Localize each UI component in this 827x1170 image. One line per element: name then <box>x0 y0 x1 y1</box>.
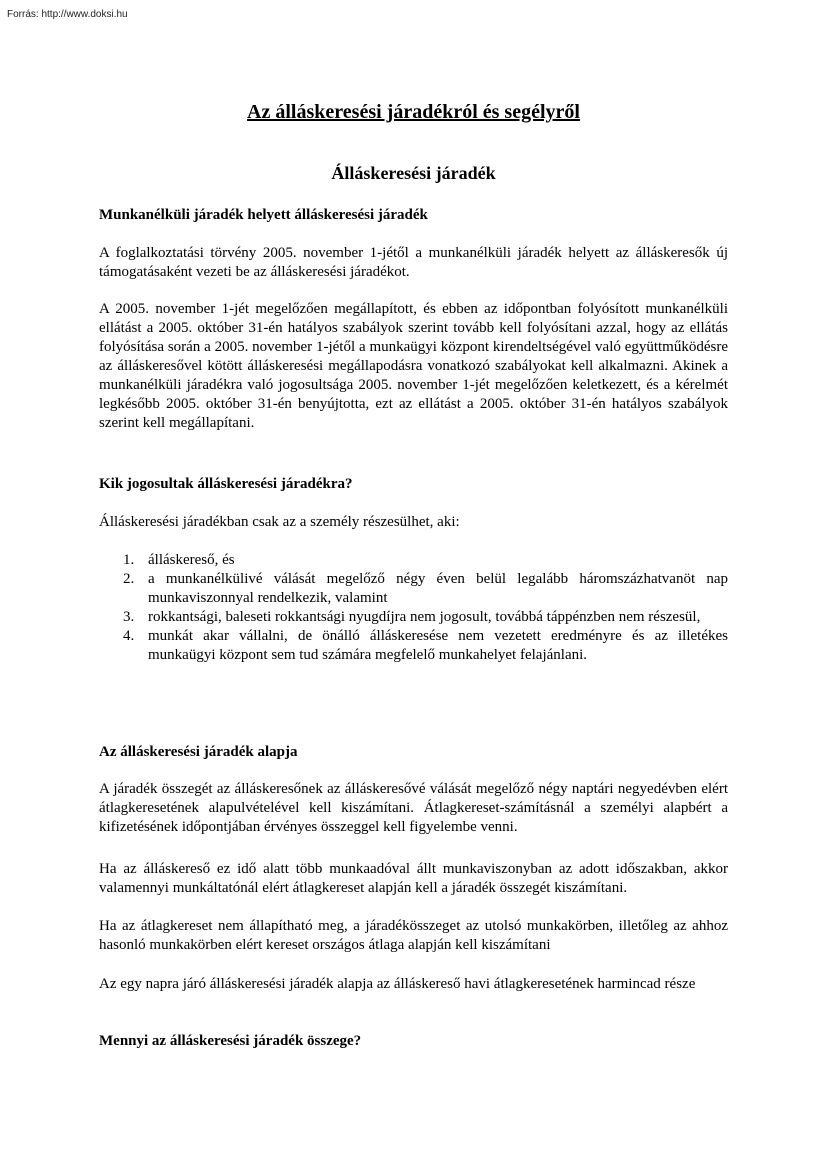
list-item <box>99 608 728 627</box>
paragraph-4: A járadék összegét az álláskeresőnek az álláskeresővé válását megelőző négy naptári negyedévben elért átlagkeresetének alapulvételével kell kiszámítani. Átlagkereset-számításnál a személyi alapbért a kifizetésének időpontjában érvényes összeggel kell figyelembe venni. <box>99 781 728 835</box>
list-item <box>99 570 728 608</box>
paragraph-1: A foglalkoztatási törvény 2005. november 1-jétől a munkanélküli járadék helyett az álláskeresők új támogatásaként vezeti be az álláskeresési járadékot. <box>99 245 728 280</box>
subsection-heading-4: Mennyi az álláskeresési járadék összege? <box>99 1033 362 1049</box>
list-item-number: 1. <box>123 552 135 568</box>
list-item <box>99 551 728 570</box>
subsection-heading-3: Az álláskeresési járadék alapja <box>99 744 298 760</box>
list-item-number: 4. <box>123 628 135 644</box>
paragraph-2: A 2005. november 1-jét megelőzően megállapított, és ebben az időpontban folyósított munkanélküli ellátást a 2005. október 31-én hatályos szabályok szerint tovább kell folyósítani azzal, hogy az ellátás folyósítása során a 2005. november 1-jétől a munkaügyi központ kirendeltségével való együttműködésre az álláskeresővel kötött álláskeresési megállapodásra vonatkozó szabályokat kell alkalmazni. Akinek a munkanélküli járadékra való jogosultsága 2005. november 1-jét megelőzően keletkezett, és a kérelmét legkésőbb 2005. október 31-én benyújtotta, ezt az ellátást a 2005. október 31-én hatályos szabályok szerint kell megállapítani. <box>99 301 728 431</box>
list-item-text: rokkantsági, baleseti rokkantsági nyugdíjra nem jogosult, továbbá táppénzben nem részesül, <box>148 609 701 625</box>
list-item <box>99 627 728 665</box>
list-item-number: 3. <box>123 609 135 625</box>
list-item-number: 2. <box>123 571 135 587</box>
section-heading: Álláskeresési járadék <box>331 163 496 183</box>
paragraph-7: Az egy napra járó álláskeresési járadék alapja az álláskereső havi átlagkeresetének harmincad része <box>99 976 696 992</box>
document-title: Az álláskeresési járadékról és segélyről <box>247 101 580 123</box>
list-item-text: álláskereső, és <box>148 552 235 568</box>
list-item-text: munkát akar vállalni, de önálló álláskeresése nem vezetett eredményre és az illetékes munkaügyi központ sem tud számára megfelelő munkahelyet felajánlani. <box>148 628 728 663</box>
source-note: Forrás: http://www.doksi.hu <box>7 9 128 20</box>
list-item-text: a munkanélkülivé válását megelőző négy éven belül legalább háromszázhatvanöt nap munkaviszonnyal rendelkezik, valamint <box>148 571 728 606</box>
eligibility-list <box>99 551 728 665</box>
paragraph-6: Ha az átlagkereset nem állapítható meg, a járadékösszeget az utolsó munkakörben, illetőleg az ahhoz hasonló munkakörben elért kereset országos átlaga alapján kell kiszámítani <box>99 918 728 953</box>
subsection-heading-2: Kik jogosultak álláskeresési járadékra? <box>99 476 353 492</box>
paragraph-3: Álláskeresési járadékban csak az a személy részesülhet, aki: <box>99 514 460 530</box>
subsection-heading-1: Munkanélküli járadék helyett álláskeresési járadék <box>99 207 428 223</box>
paragraph-5: Ha az álláskereső ez idő alatt több munkaadóval állt munkaviszonyban az adott időszakban, akkor valamennyi munkáltatónál elért átlagkereset alapján kell a járadék összegét kiszámítani. <box>99 861 728 896</box>
